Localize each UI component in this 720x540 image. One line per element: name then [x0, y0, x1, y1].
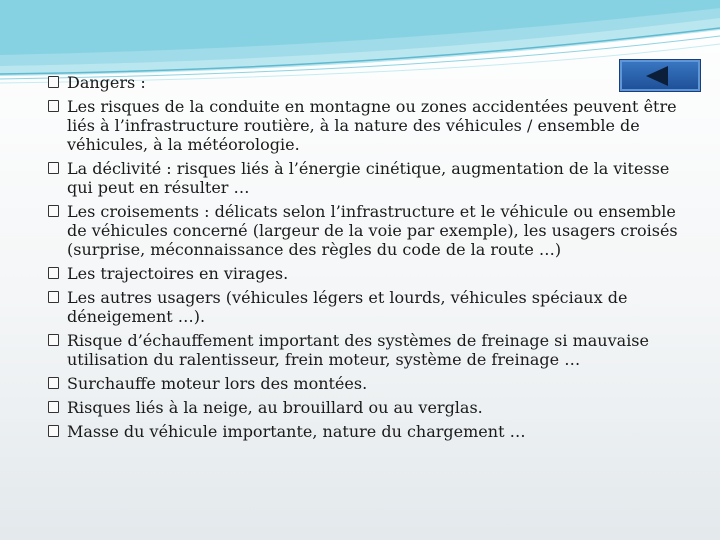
list-item-text: Surchauffe moteur lors des montées.	[67, 374, 368, 393]
list-item-text: La déclivité : risques liés à l’énergie cinétique, augmentation de la vitesse qui peut en résulter …	[67, 159, 670, 197]
list-item-text: Les trajectoires en virages.	[67, 264, 289, 283]
list-item-text: Risque d’échauffement important des systèmes de freinage si mauvaise utilisation du ralentisseur, frein moteur, système de freinage …	[67, 331, 649, 369]
bullet-box-icon	[48, 267, 59, 279]
list-item-text: Risques liés à la neige, au brouillard ou au verglas.	[67, 398, 483, 417]
bullet-box-icon	[48, 205, 59, 217]
bullet-box-icon	[48, 76, 59, 88]
bullet-box-icon	[48, 401, 59, 413]
bullet-box-icon	[48, 291, 59, 303]
list-item-text: Dangers :	[67, 73, 146, 92]
list-item	[48, 73, 688, 92]
list-item-text: Masse du véhicule importante, nature du chargement …	[67, 422, 526, 441]
bullet-box-icon	[48, 377, 59, 389]
list-item	[48, 264, 688, 283]
bullet-box-icon	[48, 100, 59, 112]
list-item	[48, 331, 688, 369]
list-item-text: Les autres usagers (véhicules légers et lourds, véhicules spéciaux de déneigement …).	[67, 288, 628, 326]
bullet-list	[48, 73, 688, 446]
bullet-box-icon	[48, 162, 59, 174]
bullet-box-icon	[48, 425, 59, 437]
list-item	[48, 159, 688, 197]
list-item	[48, 97, 688, 154]
list-item-text: Les risques de la conduite en montagne ou zones accidentées peuvent être liés à l’infrastructure routière, à la nature des véhicules / ensemble de véhicules, à la météorologie.	[67, 97, 677, 154]
list-item	[48, 288, 688, 326]
bullet-box-icon	[48, 334, 59, 346]
list-item	[48, 422, 688, 441]
list-item	[48, 202, 688, 259]
list-item	[48, 374, 688, 393]
list-item-text: Les croisements : délicats selon l’infrastructure et le véhicule ou ensemble de véhicules concerné (largeur de la voie par exemple), les usagers croisés (surprise, méconnaissance des règles du code de la route …)	[67, 202, 678, 259]
list-item	[48, 398, 688, 417]
